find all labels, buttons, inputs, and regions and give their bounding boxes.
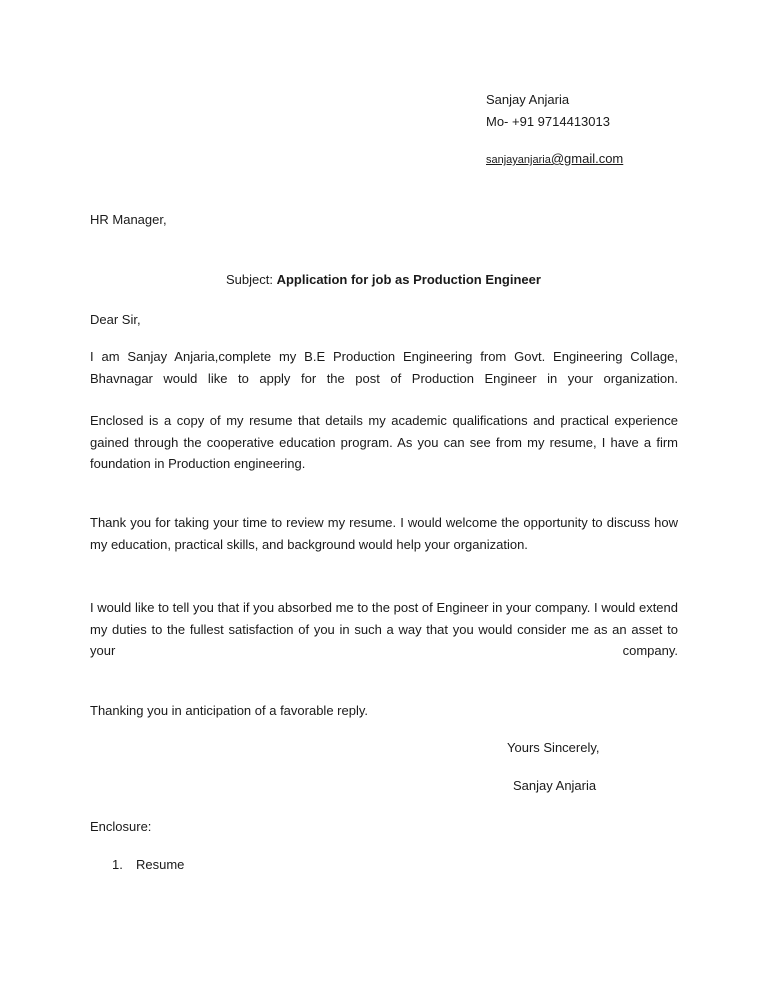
body-paragraph-1: I am Sanjay Anjaria,complete my B.E Production Engineering from Govt. Engineering Collage, Bhavnagar would like to apply for the post of Production Engineer in your organization. — [90, 349, 678, 386]
subject-line — [226, 271, 541, 289]
sender-email-domain: @gmail.com — [550, 151, 624, 166]
recipient-line: HR Manager, — [90, 212, 167, 227]
closing: Yours Sincerely, — [507, 740, 600, 755]
enclosure-item-label: Resume — [136, 857, 185, 872]
sender-name: Sanjay Anjaria — [486, 92, 570, 107]
sender-mobile: Mo- +91 9714413013 — [486, 114, 610, 129]
subject-label: Subject: — [226, 272, 277, 287]
enclosure-list-item — [112, 856, 184, 874]
signature-name: Sanjay Anjaria — [513, 778, 597, 793]
body-paragraph-5: Thanking you in anticipation of a favorable reply. — [90, 703, 368, 718]
sender-email-user: sanjayanjaria — [486, 154, 551, 166]
body-paragraph-4: I would like to tell you that if you absorbed me to the post of Engineer in your company. I would extend my duties to the fullest satisfaction of you in such a way that you would consider me as an asset to your company. — [90, 600, 678, 658]
body-paragraph-2: Enclosed is a copy of my resume that details my academic qualifications and practical experience gained through the cooperative education program. As you can see from my resume, I have a firm foundation in Production engineering. — [90, 413, 678, 471]
salutation: Dear Sir, — [90, 312, 141, 327]
enclosure-item-number: 1. — [112, 857, 123, 872]
sender-email[interactable] — [486, 150, 623, 169]
enclosure-label: Enclosure: — [90, 819, 152, 834]
body-paragraph-3: Thank you for taking your time to review my resume. I would welcome the opportunity to discuss how my education, practical skills, and background would help your organization. — [90, 515, 678, 552]
subject-text: Application for job as Production Engineer — [276, 272, 541, 287]
